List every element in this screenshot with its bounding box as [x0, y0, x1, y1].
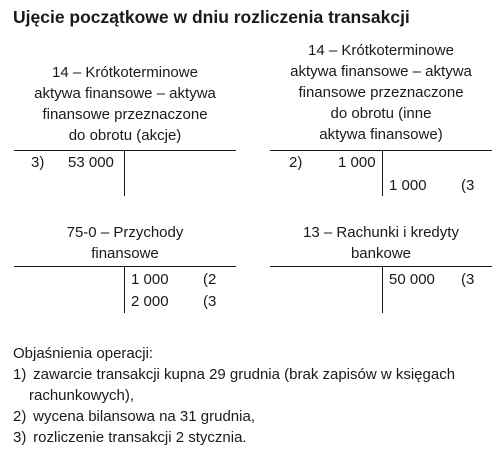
list-item-continuation: rachunkowych), — [29, 387, 135, 404]
t-account-line — [14, 266, 236, 267]
credit-amount: 50 000 — [389, 271, 435, 288]
credit-ref: (2 — [203, 271, 217, 288]
t-account-divider — [382, 266, 383, 313]
list-item-number: 3) — [13, 429, 27, 446]
debit-amount: 1 000 — [338, 154, 376, 171]
account-title-75-0: 75-0 – Przychody finansowe — [66, 224, 184, 262]
list-item — [13, 364, 455, 385]
debit-amount: 53 000 — [68, 154, 114, 171]
operations-notes — [13, 343, 455, 448]
credit-amount: 1 000 — [389, 177, 427, 194]
list-item-number: 1) — [13, 366, 27, 383]
list-item-text: rozliczenie transakcji 2 stycznia. — [33, 429, 247, 446]
t-account-divider — [124, 150, 125, 196]
t-account-divider — [124, 266, 125, 313]
list-item — [13, 427, 455, 448]
list-item-number: 2) — [13, 408, 27, 425]
debit-ref: 2) — [289, 154, 303, 171]
credit-amount: 1 000 — [131, 271, 169, 288]
credit-amount: 2 000 — [131, 293, 169, 310]
page-title: Ujęcie początkowe w dniu rozliczenia transakcji — [13, 7, 410, 27]
t-account-divider — [382, 150, 383, 196]
t-account-line — [14, 150, 236, 151]
credit-ref: (3 — [461, 271, 475, 288]
debit-ref: 3) — [31, 154, 45, 171]
list-item — [13, 406, 455, 427]
account-title-14-shares: 14 – Krótkoterminowe aktywa finansowe – aktywa finansowe przeznaczone do obrotu (akcje) — [34, 64, 216, 144]
t-account-line — [270, 266, 492, 267]
credit-ref: (3 — [203, 293, 217, 310]
credit-ref: (3 — [461, 177, 475, 194]
account-title-14-other: 14 – Krótkoterminowe aktywa finansowe – aktywa finansowe przeznaczone do obrotu (inne aktywa finansowe) — [290, 42, 472, 143]
notes-heading: Objaśnienia operacji: — [13, 345, 154, 362]
account-title-13: 13 – Rachunki i kredyty bankowe — [303, 224, 459, 262]
list-item-text: wycena bilansowa na 31 grudnia, — [33, 408, 255, 425]
t-account-line — [270, 150, 492, 151]
list-item-text: zawarcie transakcji kupna 29 grudnia (brak zapisów w księgach — [33, 366, 456, 383]
